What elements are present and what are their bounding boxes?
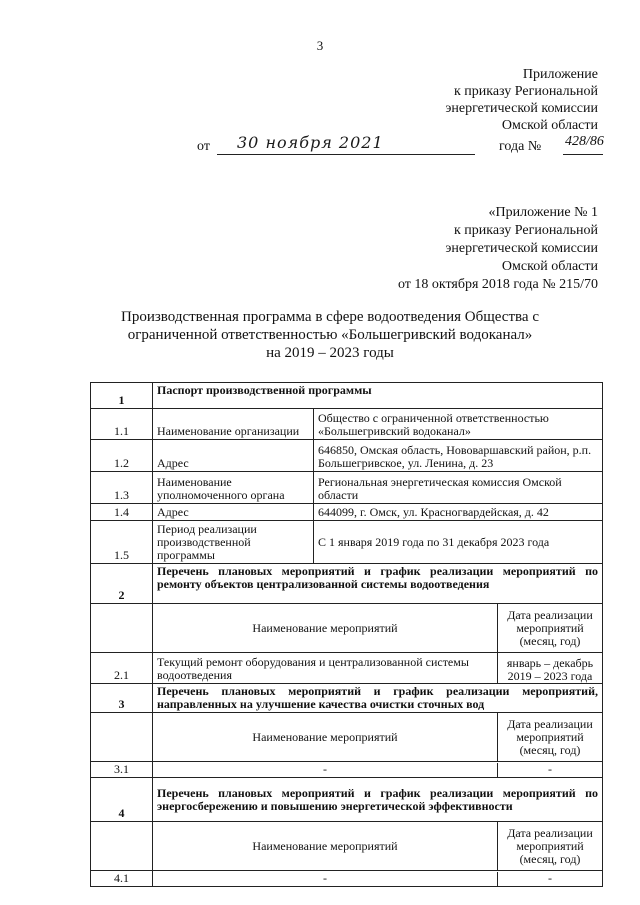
activity-name-header: Наименование мероприятий	[252, 729, 398, 744]
activity-cell	[153, 653, 603, 684]
row-number: 1.4	[91, 504, 153, 521]
table-row	[91, 653, 603, 684]
section-title: Перечень плановых мероприятий и график реализации мероприятий по энергосбережению и повышению энергетической эффективности	[153, 778, 603, 822]
empty-cell	[91, 604, 153, 653]
table-row	[91, 521, 603, 564]
order-prefix: от	[197, 139, 210, 154]
section-row	[91, 684, 603, 713]
row-value: 646850, Омская область, Нововаршавский район, р.п. Большегривское, ул. Ленина, д. 23	[314, 440, 603, 472]
section-row	[91, 383, 603, 409]
activity-cell	[153, 762, 603, 778]
row-label: Наименование организации	[153, 409, 314, 440]
activity-date: -	[497, 872, 602, 886]
table-row	[91, 871, 603, 887]
table-row	[91, 440, 603, 472]
header-row	[91, 822, 603, 871]
handwritten-order-number: 428/86	[565, 134, 604, 149]
row-label: Адрес	[153, 504, 314, 521]
appendix-line: Омской области	[501, 118, 598, 133]
order-year-label: года №	[499, 139, 542, 154]
appendix-line: к приказу Региональной	[453, 84, 598, 99]
row-number: 1.2	[91, 440, 153, 472]
appendix-line: энергетической комиссии	[445, 101, 598, 116]
prev-appendix-line: энергетической комиссии	[445, 241, 598, 256]
date-header: Дата реализации мероприятий (месяц, год)	[497, 822, 602, 870]
activity-name: Текущий ремонт оборудования и централизованной системы водоотведения	[157, 655, 469, 682]
date-underline	[217, 154, 475, 155]
appendix-line: Приложение	[522, 67, 598, 82]
row-number: 1.5	[91, 521, 153, 564]
activity-name: -	[323, 871, 327, 885]
order-date-line	[197, 133, 605, 157]
activity-date: -	[497, 763, 602, 777]
section-number: 4	[91, 778, 153, 822]
row-label: Адрес	[153, 440, 314, 472]
row-value: 644099, г. Омск, ул. Красногвардейская, д. 42	[314, 504, 603, 521]
date-header: Дата реализации мероприятий (месяц, год)	[497, 713, 602, 761]
previous-appendix-header	[398, 204, 598, 294]
table-row	[91, 504, 603, 521]
row-label: Наименование уполномоченного органа	[153, 472, 314, 504]
activity-name-header: Наименование мероприятий	[252, 620, 398, 635]
section-row	[91, 564, 603, 604]
header-cell	[153, 713, 603, 762]
activity-name-header: Наименование мероприятий	[252, 838, 398, 853]
prev-appendix-line: «Приложение № 1	[488, 205, 598, 220]
title-line: ограниченной ответственностью «Большегривский водоканал»	[127, 327, 533, 343]
section-title: Перечень плановых мероприятий и график реализации мероприятий, направленных на улучшение качества очистки сточных вод	[153, 684, 603, 713]
header-cell	[153, 604, 603, 653]
section-title: Паспорт производственной программы	[153, 383, 603, 409]
section-row	[91, 778, 603, 822]
table-row	[91, 472, 603, 504]
section-number: 1	[91, 383, 153, 409]
document-title	[100, 308, 560, 362]
table-row	[91, 762, 603, 778]
prev-appendix-line: от 18 октября 2018 года № 215/70	[397, 277, 598, 292]
header-row	[91, 604, 603, 653]
row-value: Региональная энергетическая комиссия Омской области	[314, 472, 603, 504]
row-number: 4.1	[91, 871, 153, 887]
row-value: С 1 января 2019 года по 31 декабря 2023 года	[314, 521, 603, 564]
row-number: 2.1	[91, 653, 153, 684]
activity-cell	[153, 871, 603, 887]
row-number: 1.1	[91, 409, 153, 440]
title-line: Производственная программа в сфере водоотведения Общества с	[121, 309, 539, 325]
header-cell	[153, 822, 603, 871]
empty-cell	[91, 713, 153, 762]
date-header: Дата реализации мероприятий (месяц, год)	[497, 604, 602, 652]
section-title: Перечень плановых мероприятий и график реализации мероприятий по ремонту объектов централизованной системы водоотведения	[153, 564, 603, 604]
section-number: 2	[91, 564, 153, 604]
prev-appendix-line: к приказу Региональной	[453, 223, 598, 238]
row-value: Общество с ограниченной ответственностью «Большегривский водоканал»	[314, 409, 603, 440]
activity-name: -	[323, 762, 327, 776]
title-line: на 2019 – 2023 годы	[266, 345, 394, 361]
activity-date: январь – декабрь 2019 – 2023 года	[497, 653, 602, 683]
section-number: 3	[91, 684, 153, 713]
empty-cell	[91, 822, 153, 871]
program-table	[90, 382, 603, 887]
row-number: 3.1	[91, 762, 153, 778]
table-row	[91, 409, 603, 440]
page-number: 3	[316, 38, 324, 53]
row-number: 1.3	[91, 472, 153, 504]
handwritten-date: 30 ноября 2021	[237, 133, 384, 152]
row-label: Период реализации производственной программы	[153, 521, 314, 564]
header-row	[91, 713, 603, 762]
prev-appendix-line: Омской области	[501, 259, 598, 274]
number-underline	[563, 154, 603, 155]
appendix-header	[445, 66, 598, 134]
